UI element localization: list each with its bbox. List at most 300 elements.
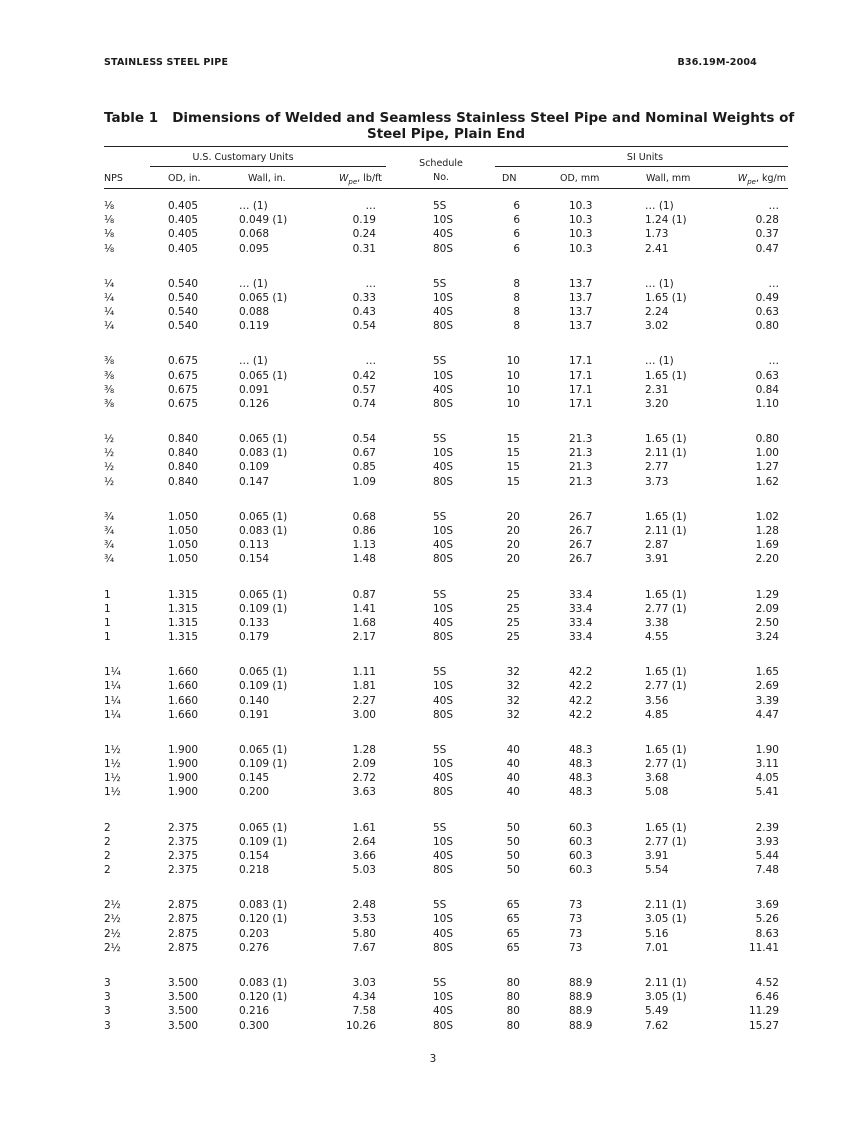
page-number: 3 (429, 1053, 437, 1065)
od-mm-cell: 21.3 (569, 475, 593, 488)
wpe-lbft-cell: 0.68 (352, 510, 376, 523)
wpe-kgm-cell: 1.28 (755, 524, 779, 537)
od-in-cell: 0.840 (168, 447, 199, 460)
wall-mm-cell: 1.65 (1) (645, 369, 687, 382)
dn-cell: 10 (506, 369, 520, 382)
schedule-cell: 40S (433, 849, 454, 862)
schedule-cell: 40S (433, 772, 454, 785)
wall-mm-cell: 5.08 (645, 786, 669, 799)
nps-cell: 2½ (104, 927, 121, 940)
schedule-cell: 10S (433, 369, 454, 382)
table-row (0, 369, 866, 383)
table-row (0, 475, 866, 489)
od-in-cell: 1.900 (168, 772, 199, 785)
nps-cell: ½ (104, 433, 115, 446)
wall-in-cell: 0.049 (1) (239, 214, 288, 227)
od-in-cell: 0.405 (168, 214, 199, 227)
od-mm-cell: 42.2 (569, 666, 593, 679)
nps-cell: 1½ (104, 786, 121, 799)
dn-cell: 80 (506, 1005, 520, 1018)
schedule-cell: 80S (433, 242, 454, 255)
dn-cell: 25 (506, 588, 520, 601)
nps-cell: ⅜ (104, 383, 115, 396)
col-header-wpe-kgm-unit: kg/m (762, 173, 786, 184)
schedule-cell: 5S (433, 355, 447, 368)
nps-cell: 1 (104, 588, 111, 601)
schedule-cell: 40S (433, 927, 454, 940)
dn-cell: 50 (506, 835, 520, 848)
od-in-cell: 0.540 (168, 291, 199, 304)
wall-in-cell: 0.120 (1) (239, 913, 288, 926)
od-in-cell: 0.405 (168, 228, 199, 241)
wpe-kgm-cell: 3.69 (755, 899, 779, 912)
od-in-cell: 1.315 (168, 616, 199, 629)
wall-in-cell: 0.203 (239, 927, 270, 940)
wall-mm-cell: 2.11 (1) (645, 899, 687, 912)
wall-mm-cell: 3.05 (1) (645, 913, 687, 926)
nps-cell: 2 (104, 864, 111, 877)
dn-cell: 80 (506, 977, 520, 989)
schedule-cell: 80S (433, 708, 454, 721)
wpe-lbft-cell: 0.87 (352, 588, 376, 601)
od-mm-cell: 73 (569, 899, 583, 912)
od-mm-cell: 33.4 (569, 588, 593, 601)
od-mm-cell: 73 (569, 941, 583, 954)
od-mm-cell: 33.4 (569, 631, 593, 644)
od-mm-cell: 48.3 (569, 758, 593, 771)
wall-mm-cell: 2.11 (1) (645, 447, 687, 460)
dn-cell: 20 (506, 524, 520, 537)
wall-in-cell: … (1) (239, 277, 268, 290)
wpe-kgm-cell: 8.63 (755, 927, 779, 940)
wpe-kgm-cell: … (768, 200, 779, 212)
wall-in-cell: 0.147 (239, 475, 270, 488)
table-row (0, 665, 866, 679)
wall-in-cell: 0.140 (239, 694, 270, 707)
schedule-cell: 80S (433, 553, 454, 566)
od-mm-cell: 73 (569, 913, 583, 926)
wpe-kgm-cell: 0.47 (755, 242, 779, 255)
wpe-lbft-cell: 2.09 (352, 758, 376, 771)
od-in-cell: 0.540 (168, 277, 199, 290)
nps-cell: 2 (104, 849, 111, 862)
wpe-kgm-cell: 1.00 (755, 447, 779, 460)
wall-mm-cell: 1.65 (1) (645, 510, 687, 523)
wall-in-cell: 0.065 (1) (239, 666, 288, 679)
nps-cell: ½ (104, 461, 115, 474)
wall-in-cell: 0.109 (1) (239, 680, 288, 693)
wall-mm-cell: 2.77 (1) (645, 758, 687, 771)
table-row (0, 771, 866, 785)
table-row (0, 927, 866, 941)
wall-mm-cell: 1.73 (645, 228, 669, 241)
dn-cell: 6 (513, 200, 520, 212)
dn-cell: 8 (513, 277, 520, 290)
dn-cell: 10 (506, 355, 520, 368)
schedule-cell: 5S (433, 899, 447, 912)
nps-cell: 3 (104, 1019, 111, 1032)
wall-mm-cell: 7.62 (645, 1019, 669, 1032)
wall-in-cell: 0.300 (239, 1019, 270, 1032)
dn-cell: 15 (506, 433, 520, 446)
od-in-cell: 0.405 (168, 200, 199, 212)
table-row (0, 912, 866, 926)
us-units-group-header: U.S. Customary Units (192, 152, 294, 163)
wpe-lbft-cell: 3.63 (352, 786, 376, 799)
schedule-cell: 10S (433, 991, 454, 1004)
wall-in-cell: 0.216 (239, 1005, 270, 1018)
nps-cell: 1¼ (104, 694, 121, 707)
wall-mm-cell: 1.65 (1) (645, 666, 687, 679)
schedule-cell: 10S (433, 680, 454, 693)
wall-mm-cell: 2.77 (1) (645, 602, 687, 615)
wpe-kgm-cell: 7.48 (755, 864, 779, 877)
od-in-cell: 1.315 (168, 588, 199, 601)
nps-cell: 2 (104, 821, 111, 834)
wall-in-cell: 0.179 (239, 631, 270, 644)
wall-in-cell: 0.095 (239, 242, 270, 255)
table-row (0, 821, 866, 835)
schedule-cell: 40S (433, 383, 454, 396)
dn-cell: 20 (506, 510, 520, 523)
wpe-kgm-cell: 15.27 (748, 1019, 779, 1032)
wpe-lbft-cell: 0.85 (352, 461, 376, 474)
wpe-lbft-cell: 1.09 (352, 475, 376, 488)
wpe-lbft-cell: 3.66 (352, 849, 376, 862)
schedule-cell: 10S (433, 835, 454, 848)
dn-cell: 15 (506, 447, 520, 460)
wpe-kgm-cell: 6.46 (755, 991, 779, 1004)
od-in-cell: 0.540 (168, 306, 199, 319)
wpe-kgm-cell: 11.41 (748, 941, 779, 954)
schedule-cell: 40S (433, 1005, 454, 1018)
nps-cell: ⅛ (104, 214, 115, 227)
table-header-rule (104, 188, 788, 189)
od-in-cell: 3.500 (168, 1019, 199, 1032)
col-header-od-in: OD, in. (168, 173, 201, 184)
od-mm-cell: 13.7 (569, 320, 593, 333)
nps-cell: ¾ (104, 510, 115, 523)
wpe-lbft-cell: 5.03 (352, 864, 376, 877)
wall-in-cell: 0.276 (239, 941, 270, 954)
schedule-header-line-1: Schedule (419, 158, 463, 169)
dn-cell: 6 (513, 214, 520, 227)
od-in-cell: 0.840 (168, 475, 199, 488)
schedule-cell: 5S (433, 666, 447, 679)
table-row (0, 694, 866, 708)
wall-in-cell: 0.065 (1) (239, 588, 288, 601)
table-row (0, 305, 866, 319)
wpe-lbft-cell: 0.43 (352, 306, 376, 319)
od-mm-cell: 13.7 (569, 306, 593, 319)
dn-cell: 32 (506, 708, 520, 721)
schedule-cell: 80S (433, 475, 454, 488)
table-row (0, 863, 866, 877)
wall-mm-cell: 5.54 (645, 864, 669, 877)
od-in-cell: 0.675 (168, 383, 199, 396)
schedule-cell: 10S (433, 291, 454, 304)
table-row (0, 277, 866, 291)
nps-cell: 1¼ (104, 680, 121, 693)
dn-cell: 32 (506, 666, 520, 679)
wpe-lbft-cell: 1.28 (352, 743, 376, 756)
od-in-cell: 0.840 (168, 461, 199, 474)
wall-in-cell: 0.088 (239, 306, 270, 319)
wpe-kgm-cell: 1.27 (755, 461, 779, 474)
si-units-group-header: SI Units (626, 152, 664, 163)
nps-cell: ¾ (104, 553, 115, 566)
wpe-kgm-cell: 1.62 (755, 475, 779, 488)
table-row (0, 1004, 866, 1018)
wpe-kgm-cell: 5.26 (755, 913, 779, 926)
table-row (0, 397, 866, 411)
od-mm-cell: 60.3 (569, 849, 593, 862)
od-in-cell: 1.660 (168, 708, 199, 721)
od-in-cell: 0.675 (168, 397, 199, 410)
od-mm-cell: 26.7 (569, 524, 593, 537)
wall-in-cell: 0.200 (239, 786, 270, 799)
wpe-lbft-cell: 4.34 (352, 991, 376, 1004)
nps-cell: 3 (104, 1005, 111, 1018)
wall-in-cell: … (1) (239, 200, 268, 212)
od-in-cell: 0.675 (168, 355, 199, 368)
schedule-cell: 80S (433, 864, 454, 877)
wpe-lbft-cell: 0.31 (352, 242, 376, 255)
dn-cell: 25 (506, 631, 520, 644)
wall-in-cell: 0.145 (239, 772, 270, 785)
wall-mm-cell: 1.65 (1) (645, 433, 687, 446)
wall-in-cell: 0.119 (239, 320, 270, 333)
dn-cell: 6 (513, 242, 520, 255)
wpe-kgm-cell: 0.49 (755, 291, 779, 304)
wall-mm-cell: 3.20 (645, 397, 669, 410)
wpe-lbft-cell: 0.86 (352, 524, 376, 537)
od-mm-cell: 73 (569, 927, 583, 940)
wpe-kgm-cell: 11.29 (748, 1005, 779, 1018)
wpe-kgm-cell: 5.44 (755, 849, 779, 862)
si-units-rule (495, 166, 788, 167)
dn-cell: 50 (506, 864, 520, 877)
table-row (0, 446, 866, 460)
wall-in-cell: 0.109 (1) (239, 758, 288, 771)
od-in-cell: 2.375 (168, 821, 199, 834)
wpe-kgm-cell: 2.09 (755, 602, 779, 615)
wpe-lbft-cell: 1.11 (352, 666, 376, 679)
wpe-lbft-cell: 5.80 (352, 927, 376, 940)
wall-in-cell: 0.065 (1) (239, 369, 288, 382)
table-row (0, 524, 866, 538)
od-mm-cell: 10.3 (569, 200, 593, 212)
od-mm-cell: 42.2 (569, 708, 593, 721)
table-row (0, 941, 866, 955)
wall-in-cell: 0.133 (239, 616, 270, 629)
od-in-cell: 0.675 (168, 369, 199, 382)
wpe-lbft-cell: 10.26 (345, 1019, 376, 1032)
schedule-cell: 80S (433, 941, 454, 954)
od-mm-cell: 21.3 (569, 433, 593, 446)
dn-cell: 10 (506, 397, 520, 410)
od-in-cell: 1.660 (168, 666, 199, 679)
table-row (0, 708, 866, 722)
wall-in-cell: 0.083 (1) (239, 524, 288, 537)
wall-in-cell: 0.065 (1) (239, 291, 288, 304)
table-row (0, 383, 866, 397)
col-header-nps: NPS (104, 173, 123, 184)
dn-cell: 10 (506, 383, 520, 396)
od-in-cell: 2.875 (168, 899, 199, 912)
wall-in-cell: 0.083 (1) (239, 977, 288, 989)
od-mm-cell: 88.9 (569, 1019, 593, 1032)
wpe-kgm-cell: 0.84 (755, 383, 779, 396)
table-row (0, 679, 866, 693)
dn-cell: 8 (513, 306, 520, 319)
wall-mm-cell: 3.91 (645, 849, 669, 862)
table-row (0, 432, 866, 446)
wpe-lbft-cell: 0.24 (352, 228, 376, 241)
nps-cell: 2½ (104, 899, 121, 912)
wpe-lbft-cell: 2.17 (352, 631, 376, 644)
table-row (0, 319, 866, 333)
col-header-dn: DN (502, 173, 517, 184)
nps-cell: 1 (104, 602, 111, 615)
wpe-kgm-cell: 2.20 (755, 553, 779, 566)
wall-in-cell: 0.191 (239, 708, 270, 721)
wall-mm-cell: 2.31 (645, 383, 669, 396)
od-mm-cell: 17.1 (569, 397, 593, 410)
wall-mm-cell: 3.91 (645, 553, 669, 566)
od-in-cell: 3.500 (168, 991, 199, 1004)
wpe-lbft-cell: … (365, 277, 376, 290)
wpe-kgm-cell: 0.80 (755, 320, 779, 333)
wpe-kgm-cell: 1.65 (755, 666, 779, 679)
wpe-kgm-cell: 3.24 (755, 631, 779, 644)
wpe-kgm-cell: 0.63 (755, 306, 779, 319)
nps-cell: 2½ (104, 941, 121, 954)
wall-mm-cell: 3.56 (645, 694, 669, 707)
schedule-header-line-2: No. (433, 172, 449, 183)
wpe-kgm-cell: 4.52 (755, 977, 779, 989)
nps-cell: ⅜ (104, 369, 115, 382)
table-row (0, 1019, 866, 1033)
col-header-wall-mm: Wall, mm (646, 173, 691, 184)
wpe-kgm-cell: 1.69 (755, 539, 779, 552)
us-units-rule (150, 166, 386, 167)
dn-cell: 40 (506, 786, 520, 799)
wall-in-cell: 0.065 (1) (239, 433, 288, 446)
schedule-cell: 5S (433, 277, 447, 290)
schedule-cell: 5S (433, 588, 447, 601)
od-mm-cell: 42.2 (569, 680, 593, 693)
od-mm-cell: 48.3 (569, 743, 593, 756)
schedule-cell: 80S (433, 320, 454, 333)
wall-mm-cell: 3.73 (645, 475, 669, 488)
wpe-lbft-cell: 0.54 (352, 433, 376, 446)
wall-in-cell: 0.083 (1) (239, 447, 288, 460)
wpe-lbft-cell: 7.67 (352, 941, 376, 954)
wall-in-cell: 0.065 (1) (239, 821, 288, 834)
dn-cell: 65 (506, 941, 520, 954)
od-mm-cell: 88.9 (569, 991, 593, 1004)
wpe-kgm-cell: 2.69 (755, 680, 779, 693)
wpe-lbft-cell: 2.72 (352, 772, 376, 785)
od-in-cell: 1.315 (168, 631, 199, 644)
nps-cell: ½ (104, 447, 115, 460)
od-mm-cell: 17.1 (569, 369, 593, 382)
schedule-cell: 10S (433, 758, 454, 771)
table-row (0, 785, 866, 799)
wpe-lbft-cell: 1.13 (352, 539, 376, 552)
dn-cell: 20 (506, 553, 520, 566)
wpe-kgm-cell: 4.47 (755, 708, 779, 721)
schedule-header (411, 157, 471, 185)
schedule-cell: 40S (433, 539, 454, 552)
wpe-lbft-cell: 3.03 (352, 977, 376, 989)
wpe-lbft-cell: 7.58 (352, 1005, 376, 1018)
od-in-cell: 1.900 (168, 758, 199, 771)
table-row (0, 552, 866, 566)
schedule-cell: 5S (433, 200, 447, 212)
table-row (0, 460, 866, 474)
wall-mm-cell: 1.65 (1) (645, 588, 687, 601)
wpe-lbft-cell: 0.54 (352, 320, 376, 333)
nps-cell: ¾ (104, 524, 115, 537)
dn-cell: 25 (506, 602, 520, 615)
wall-mm-cell: … (1) (645, 355, 674, 368)
dn-cell: 8 (513, 291, 520, 304)
table-title-line-2: Steel Pipe, Plain End (366, 126, 526, 142)
od-mm-cell: 10.3 (569, 214, 593, 227)
wpe-kgm-cell: 3.93 (755, 835, 779, 848)
wpe-kgm-cell: 2.39 (755, 821, 779, 834)
schedule-cell: 5S (433, 743, 447, 756)
dn-cell: 65 (506, 899, 520, 912)
wpe-lbft-cell: 0.67 (352, 447, 376, 460)
wpe-lbft-cell: 0.74 (352, 397, 376, 410)
wall-mm-cell: 2.11 (1) (645, 977, 687, 989)
wpe-kgm-cell: 1.90 (755, 743, 779, 756)
col-header-od-mm: OD, mm (560, 173, 600, 184)
col-header-wpe-lbft-unit: lb/ft (363, 173, 382, 184)
wall-mm-cell: 5.16 (645, 927, 669, 940)
od-mm-cell: 17.1 (569, 355, 593, 368)
wall-in-cell: 0.154 (239, 849, 270, 862)
table-row (0, 199, 866, 213)
nps-cell: 1 (104, 616, 111, 629)
wall-mm-cell: 1.65 (1) (645, 821, 687, 834)
nps-cell: 3 (104, 977, 111, 989)
dn-cell: 32 (506, 680, 520, 693)
nps-cell: ½ (104, 475, 115, 488)
dn-cell: 50 (506, 849, 520, 862)
dn-cell: 40 (506, 758, 520, 771)
wpe-lbft-cell: 2.64 (352, 835, 376, 848)
table-row (0, 354, 866, 368)
wall-mm-cell: 2.87 (645, 539, 669, 552)
wall-in-cell: 0.109 (239, 461, 270, 474)
wpe-kgm-cell: 4.05 (755, 772, 779, 785)
dn-cell: 65 (506, 927, 520, 940)
od-in-cell: 2.875 (168, 927, 199, 940)
nps-cell: ⅜ (104, 355, 115, 368)
wall-mm-cell: 2.11 (1) (645, 524, 687, 537)
wpe-lbft-cell: 1.81 (352, 680, 376, 693)
od-mm-cell: 60.3 (569, 835, 593, 848)
schedule-cell: 40S (433, 616, 454, 629)
od-mm-cell: 48.3 (569, 772, 593, 785)
od-in-cell: 1.315 (168, 602, 199, 615)
od-mm-cell: 42.2 (569, 694, 593, 707)
table-row (0, 227, 866, 241)
